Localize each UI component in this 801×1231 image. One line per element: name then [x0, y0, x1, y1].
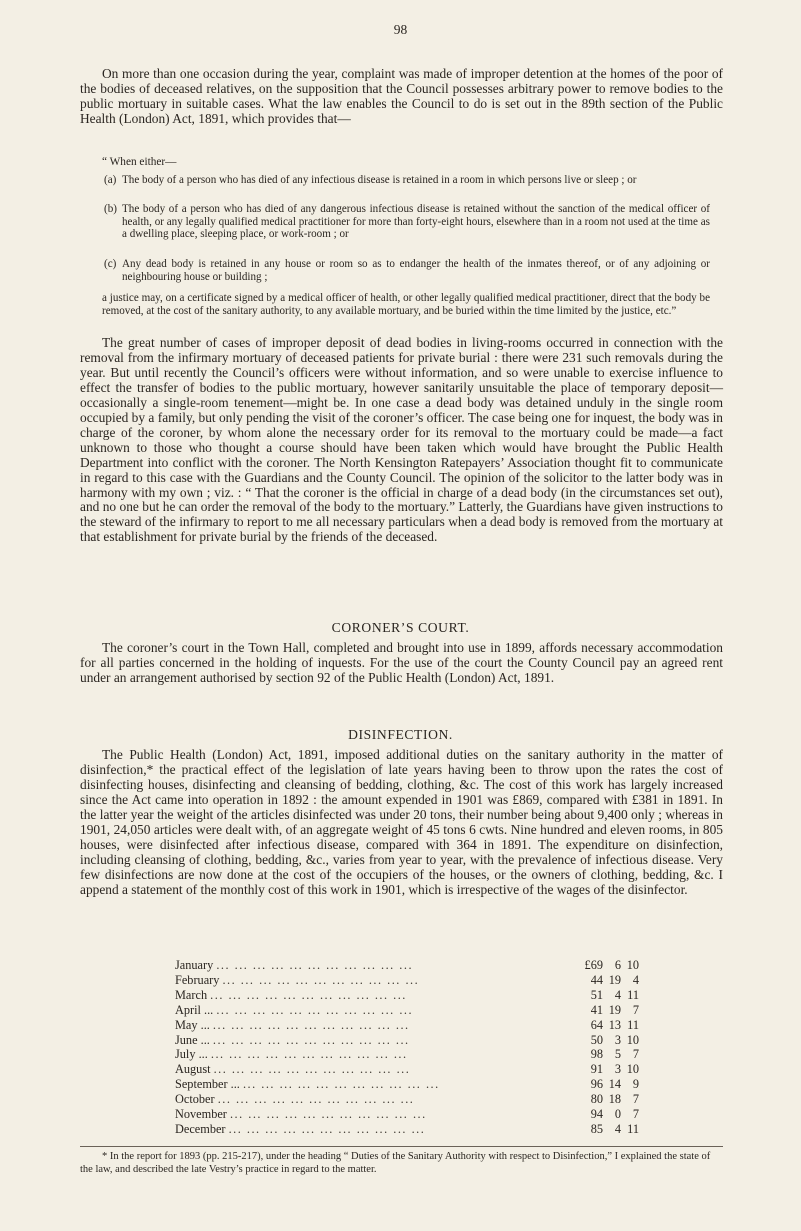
- coroner-paragraph: The coroner’s court in the Town Hall, completed and brought into use in 1899, affords necessary accommodation for all parties concerned in the holding of inquests. For the use of the court the County Council pay an agreed rent under an arrangement authorised by section 92 of the Public Health (London) Act, 1891.: [80, 640, 723, 685]
- pounds-value: 96: [590, 1077, 603, 1092]
- disinfection-paragraph: The Public Health (London) Act, 1891, imposed additional duties on the sanitary authority in the matter of disinfection,* the practical effect of the legislation of late years having been to throw upon the rates the cost of disinfecting houses, disinfecting and cleansing of bedding, clothing, &c. The cost of this work has largely increased since the Act came into operation in 1892 : the amount expended in 1901 was £869, compared with £381 in 1891. In the latter year the weight of the articles disinfected was under 20 tons, their number being about 9,400 only ; whereas in 1901, 24,050 articles were dealt with, of an aggregate weight of 45 tons 6 cwts. Nine hundred and eleven rooms, in 805 houses, were disinfected after infectious disease, compared with 364 in 1891. The expenditure on disinfection, including cleansing of clothing, bedding, &c., varies from year to year, with the prevalence of infectious disease. Very few disinfections are now done at the cost of the occupiers of the houses, or the owners of clothing, bedding, &c. I append a statement of the monthly cost of this work in 1901, which is irrespective of the wages of the disinfector.: [80, 747, 723, 897]
- month-label: April ...: [175, 1002, 214, 1017]
- shillings-value: 3: [614, 1032, 621, 1047]
- month-label: May ...: [175, 1017, 210, 1032]
- leader-dots: ... ... ... ... ... ... ... ... ... ... ...: [217, 1092, 415, 1107]
- quote-item-a: [104, 174, 710, 187]
- pence-value: 9: [632, 1077, 639, 1092]
- page-number: 98: [393, 22, 408, 37]
- table-row: [175, 1092, 639, 1107]
- month-label: March: [175, 987, 208, 1002]
- shillings-value: 18: [608, 1092, 621, 1107]
- leader-dots: ... ... ... ... ... ... ... ... ... ... ...: [222, 972, 420, 987]
- table-row: [175, 973, 639, 988]
- quote-item-label: (a): [104, 174, 117, 186]
- pounds-value: 98: [590, 1047, 603, 1062]
- table-row: [175, 1003, 639, 1018]
- quote-item-c: [104, 258, 710, 283]
- pence-value: 4: [632, 972, 639, 987]
- pounds-value: 41: [590, 1002, 603, 1017]
- pounds-value: 64: [590, 1017, 603, 1032]
- pence-value: 11: [627, 987, 639, 1002]
- table-row: [175, 1107, 639, 1122]
- table-row: [175, 1018, 639, 1033]
- month-label: June ...: [175, 1032, 210, 1047]
- pounds-value: 94: [590, 1107, 603, 1122]
- month-label: August: [175, 1062, 211, 1077]
- table-row: [175, 1062, 639, 1077]
- disinfection-heading: DISINFECTION.: [348, 727, 453, 742]
- month-label: September ...: [175, 1077, 240, 1092]
- shillings-value: 14: [608, 1077, 621, 1092]
- shillings-value: 6: [614, 958, 621, 972]
- quote-item-label: (c): [104, 258, 117, 270]
- pence-value: 11: [627, 1121, 639, 1136]
- shillings-value: 4: [614, 1121, 621, 1136]
- quote-item-text: The body of a person who has died of any dangerous infectious disease is retained without the sanction of the medical officer of health, or any legally qualified medical practitioner for more than forty-eight hours, elsewhere than in a room not used at the time as a dwelling place, sleeping place, or work-room ; or: [122, 203, 710, 241]
- pounds-value: 91: [590, 1062, 603, 1077]
- table-row: [175, 1033, 639, 1048]
- footnote-divider: [80, 1146, 723, 1147]
- month-label: July ...: [175, 1047, 208, 1062]
- monthly-cost-table: [175, 958, 639, 1137]
- pounds-value: 80: [590, 1092, 603, 1107]
- table-row: [175, 1047, 639, 1062]
- month-label: January: [175, 958, 214, 972]
- leader-dots: ... ... ... ... ... ... ... ... ... ... ...: [229, 1107, 427, 1122]
- pence-value: 10: [626, 1062, 639, 1077]
- quote-closing: a justice may, on a certificate signed by a medical officer of health, or other legally qualified medical practitioner, direct that the body be removed, at the cost of the sanitary authority, to any available mortuary, and be buried within the time limited by the justice, etc.”: [102, 292, 710, 317]
- shillings-value: 0: [614, 1107, 621, 1122]
- pence-value: 7: [632, 1047, 639, 1062]
- leader-dots: ... ... ... ... ... ... ... ... ... ... ...: [210, 1047, 408, 1062]
- table-row: [175, 1122, 639, 1137]
- table-row: [175, 1077, 639, 1092]
- quote-item-b: [104, 203, 710, 241]
- month-label: February: [175, 972, 220, 987]
- pounds-value: 50: [590, 1032, 603, 1047]
- leader-dots: ... ... ... ... ... ... ... ... ... ... ...: [242, 1077, 440, 1092]
- leader-dots: ... ... ... ... ... ... ... ... ... ... ...: [216, 958, 414, 972]
- quote-item-text: The body of a person who has died of any infectious disease is retained in a room in which persons live or sleep ; or: [122, 174, 637, 186]
- leader-dots: ... ... ... ... ... ... ... ... ... ... ...: [213, 1062, 411, 1077]
- quote-item-text: Any dead body is retained in any house or room so as to endanger the health of the inmates thereof, or of any adjoining or neighbouring house or building ;: [122, 258, 710, 283]
- pounds-value: £69: [584, 958, 603, 972]
- leader-dots: ... ... ... ... ... ... ... ... ... ... ...: [212, 1017, 410, 1032]
- leader-dots: ... ... ... ... ... ... ... ... ... ... ...: [216, 1002, 414, 1017]
- leader-dots: ... ... ... ... ... ... ... ... ... ... ...: [228, 1121, 426, 1136]
- shillings-value: 5: [614, 1047, 621, 1062]
- shillings-value: 3: [614, 1062, 621, 1077]
- coroner-heading: CORONER’S COURT.: [331, 620, 470, 635]
- intro-paragraph: On more than one occasion during the year, complaint was made of improper detention at the homes of the poor of the bodies of deceased relatives, on the supposition that the Council possesses arbitrary power to remove bodies to the public mortuary in suitable cases. What the law enables the Council to do is set out in the 89th section of the Public Health (London) Act, 1891, which provides that—: [80, 66, 723, 126]
- pence-value: 7: [632, 1107, 639, 1122]
- pence-value: 7: [632, 1092, 639, 1107]
- leader-dots: ... ... ... ... ... ... ... ... ... ... ...: [212, 1032, 410, 1047]
- quote-item-label: (b): [104, 203, 117, 215]
- table-row: [175, 958, 639, 973]
- quote-opening: “ When either—: [102, 156, 177, 168]
- month-label: November: [175, 1107, 227, 1122]
- shillings-value: 19: [608, 972, 621, 987]
- month-label: October: [175, 1092, 215, 1107]
- footnote: * In the report for 1893 (pp. 215-217), under the heading “ Duties of the Sanitary Authority with respect to Disinfection,” I explained the state of the law, and described the late Vestry’s practice in regard to the matter.: [80, 1151, 711, 1175]
- shillings-value: 19: [608, 1002, 621, 1017]
- leader-dots: ... ... ... ... ... ... ... ... ... ... ...: [210, 987, 407, 1002]
- pounds-value: 85: [590, 1121, 603, 1136]
- table-row: [175, 988, 639, 1003]
- pounds-value: 51: [590, 987, 603, 1002]
- pence-value: 7: [632, 1002, 639, 1017]
- pence-value: 11: [627, 1017, 639, 1032]
- shillings-value: 4: [614, 987, 621, 1002]
- pounds-value: 44: [590, 972, 603, 987]
- mortuary-paragraph: The great number of cases of improper deposit of dead bodies in living-rooms occurred in connection with the removal from the infirmary mortuary of deceased patients for private burial : there were 231 such removals during the year. But until recently the Council’s officers were without information, and so were unable to exercise influence to effect the transfer of bodies to the public mortuary, however sanitarily unsuitable the place of temporary deposit—occasionally a single-room tenement—might be. In one case a dead body was detained unduly in the single room occupied by a family, but only pending the visit of the coroner’s officer. The case being one for inquest, the body was in charge of the coroner, by whom alone the necessary order for its removal to the mortuary could be made—a fact unknown to those who thought a course should have been taken which would have brought the Public Health Department into conflict with the coroner. The North Kensington Ratepayers’ Association thought fit to communicate in regard to this case with the Guardians and the County Council. The opinion of the solicitor to the latter body was in harmony with my own ; viz. : “ That the coroner is the official in charge of a dead body (in the circumstances set out), and no one but he can order the removal of the body to the mortuary.” Latterly, the Guardians have given instructions to the steward of the infirmary to report to me all necessary particulars when a dead body is removed from the mortuary at that establishment for private burial by the friends of the deceased.: [80, 335, 723, 545]
- pence-value: 10: [626, 958, 639, 972]
- month-label: December: [175, 1121, 226, 1136]
- shillings-value: 13: [608, 1017, 621, 1032]
- pence-value: 10: [626, 1032, 639, 1047]
